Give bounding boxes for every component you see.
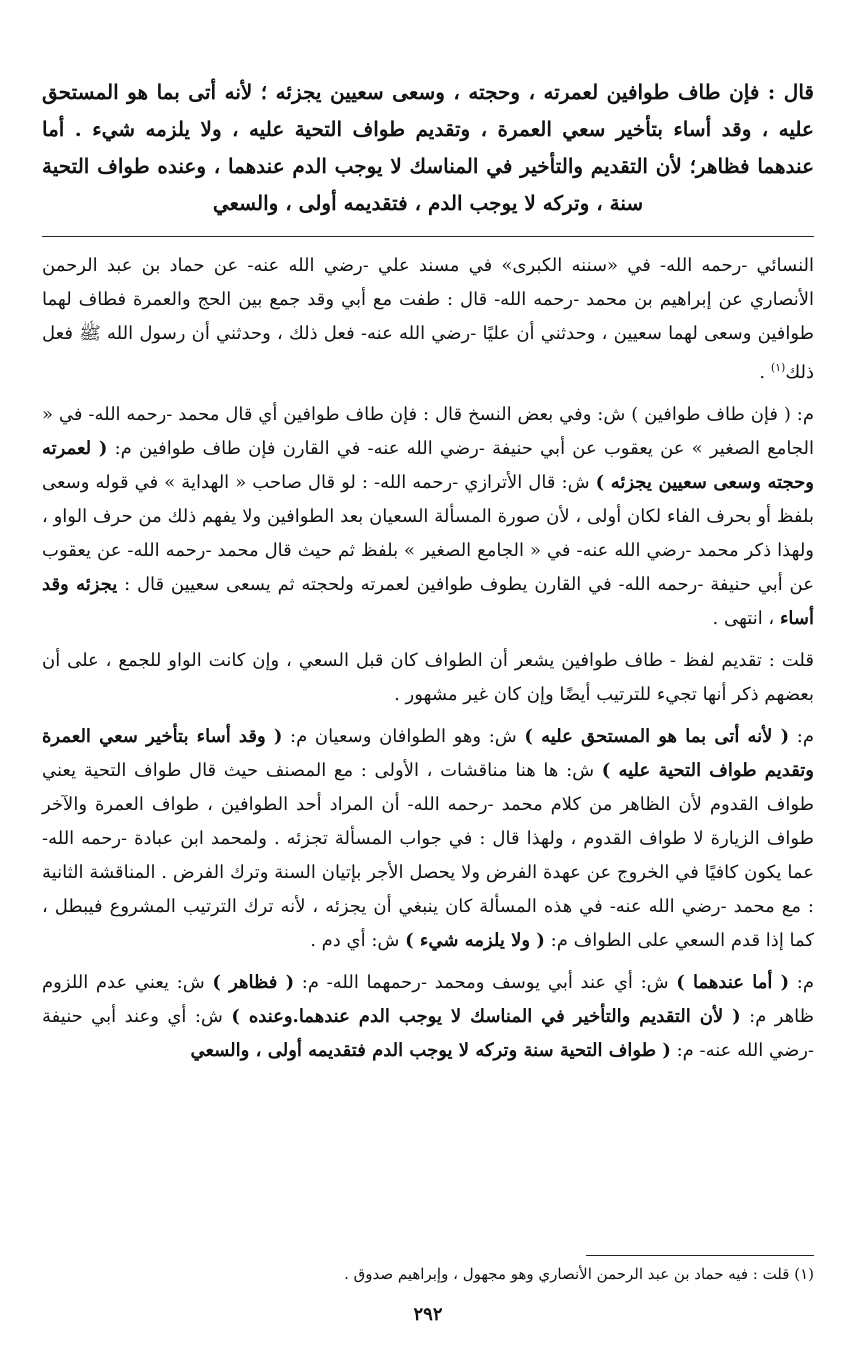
commentary-continuation: النسائي -رحمه الله- في «سننه الكبرى» في مسند علي -رضي الله عنه- عن حماد بن عبد الرحمن الأنصاري عن إبراهيم بن محمد -رحمه الله- قال : طفت مع أبي وقد جمع بين الحج والعمرة فطاف لهما طوافين وسعى لهما سعيين ، وحدثني أن عليًا -رضي الله عنه- فعل ذلك ، وحدثني أن رسول الله ﷺ فعل ذلك$^{(١)}$ . xyxy=(42,255,814,383)
page-number: ٢٩٢ xyxy=(413,1304,443,1325)
main-text xyxy=(42,74,814,222)
quoted-matn: ( أما عندهما ) xyxy=(676,972,790,993)
quoted-matn: يجزئه وقد أساء xyxy=(42,574,814,629)
footnote-reference[interactable]: (١) xyxy=(770,361,786,374)
quoted-matn: ( وقد أساء بتأخير سعي العمرة وتقديم طواف التحية عليه ) xyxy=(42,726,815,781)
quoted-matn: ( فظاهر ) xyxy=(212,972,295,993)
continuation-text: النسائي -رحمه الله- في «سننه الكبرى» في مسند علي -رضي الله عنه- عن حماد بن عبد الرحمن الأنصاري عن إبراهيم بن محمد -رحمه الله- قال : طفت مع أبي وقد جمع بين الحج والعمرة فطاف لهما طوافين وسعى لهما سعيين ، وحدثني أن عليًا -رضي الله عنه- فعل ذلك ، وحدثني أن رسول الله ﷺ فعل ذلك xyxy=(42,255,814,383)
commentary-paragraph-2: قلت : تقديم لفظ - طاف طوافين يشعر أن الطواف كان قبل السعي ، وإن كانت الواو للجمع ، على أن بعضهم ذكر أنها تجيء للترتيب أيضًا وإن كان غير مشهور . xyxy=(42,650,814,705)
quoted-matn: ( لأنه أتى بما هو المستحق عليه ) xyxy=(524,726,790,747)
footnote: (١) قلت : فيه حماد بن عبد الرحمن الأنصاري وهو مجهول ، وإبراهيم صدوق . xyxy=(344,1265,814,1283)
quoted-matn: ( لأن التقديم والتأخير في المناسك لا يوجب الدم عندهما.وعنده ) xyxy=(231,1006,741,1027)
separator-line xyxy=(42,236,814,237)
commentary-paragraph-4: م: ( أما عندهما ) ش: أي عند أبي يوسف ومحمد -رحمهما الله- م: ( فظاهر ) ش: يعني عدم اللزوم ظاهر م: ( لأن التقديم والتأخير في المناسك لا يوجب الدم عندهما.وعنده ) ش: أي وعند أبي حنيفة -رضي الله عنه- م: ( طواف التحية سنة وتركه لا يوجب الدم فتقديمه أولى ، والسعي xyxy=(42,972,814,1061)
main-text-paragraph: قال : فإن طاف طوافين لعمرته ، وحجته ، وسعى سعيين يجزئه ؛ لأنه أتى بما هو المستحق عليه ، وقد أساء بتأخير سعي العمرة ، وتقديم طواف التحية عليه ، ولا يلزمه شيء . أما عندهما فظاهر؛ لأن التقديم والتأخير في المناسك لا يوجب الدم عندهما ، وعنده طواف التحية سنة ، وتركه لا يوجب الدم ، فتقديمه أولى ، والسعي xyxy=(42,80,814,215)
commentary-paragraph-1: م: ( فإن طاف طوافين ) ش: وفي بعض النسخ قال : فإن طاف طوافين أي قال محمد -رحمه الله- في « الجامع الصغير » عن يعقوب عن أبي حنيفة -رضي الله عنه- في القارن فإن طاف طوافين م: ( لعمرته وحجته وسعى سعيين يجزئه ) ش: قال الأترازي -رحمه الله- : لو قال صاحب « الهداية » في قوله وسعى بلفظ أو بحرف الفاء لكان أولى ، لأن صورة المسألة السعيان بعد الطوافين ولا يفهم ذلك من حرف الواو ، ولهذا ذكر محمد -رضي الله عنه- في « الجامع الصغير » بلفظ ثم حيث قال محمد -رحمه الله- عن يعقوب عن أبي حنيفة -رحمه الله- في القارن يطوف طوافين لعمرته ولحجته ثم يسعى سعيين قال : يجزئه وقد أساء ، انتهى . xyxy=(42,404,815,629)
quoted-matn: ( لعمرته وحجته وسعى سعيين يجزئه ) xyxy=(42,438,814,493)
commentary-paragraph-3: م: ( لأنه أتى بما هو المستحق عليه ) ش: وهو الطوافان وسعيان م: ( وقد أساء بتأخير سعي العمرة وتقديم طواف التحية عليه ) ش: ها هنا مناقشات ، الأولى : مع المصنف حيث قال طواف التحية يعني طواف القدوم لأن الظاهر من كلام محمد -رحمه الله- أن المراد أحد الطوافين ، طواف العمرة والآخر طواف الزيارة لا طواف القدوم ، ولهذا قال : في جواب المسألة تجزئه . ولمحمد ابن عبادة -رحمه الله- عما يكون كافيًا في الخروج عن عهدة الفرض ولا يحصل الأجر بإتيان السنة وترك الفرض . المناقشة الثانية : مع محمد -رضي الله عنه- في هذه المسألة كان ينبغي أن يجزئه ، لأنه ترك الترتيب المشروع فيبطل ، كما إذا قدم السعي على الطواف م: ( ولا يلزمه شيء ) ش: أي دم . xyxy=(42,726,815,951)
footnote-separator xyxy=(586,1255,814,1256)
quoted-matn: ( طواف التحية سنة وتركه لا يوجب الدم فتقديمه أولى ، والسعي xyxy=(190,1040,671,1061)
quoted-matn: ( ولا يلزمه شيء ) xyxy=(405,930,545,951)
